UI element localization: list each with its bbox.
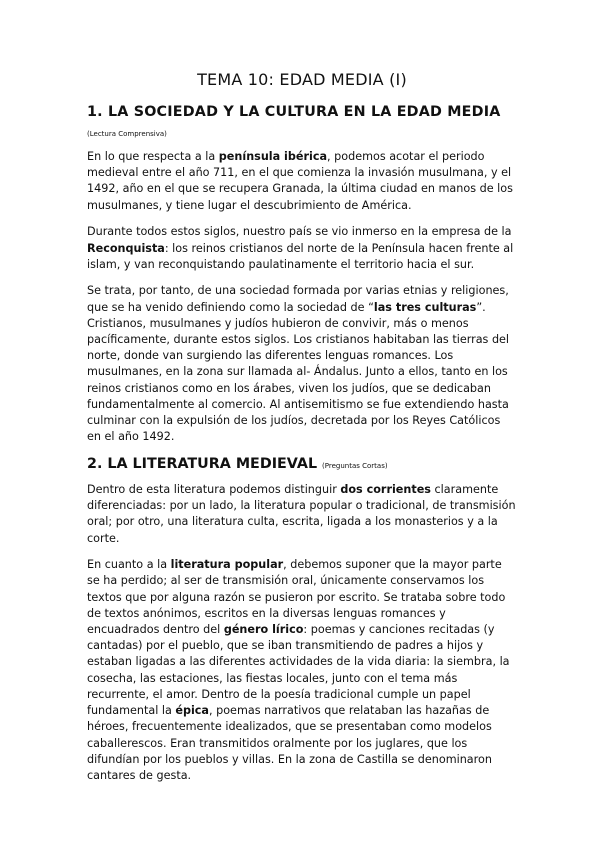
text-run: ”. Cristianos, musulmanes y judíos hubieron de convivir, más o menos pacíficamente, durante estos siglos. Los cristianos habitaban las tierras del norte, donde van surgiendo las diferentes lenguas romances. Los musulmanes, en la zona sur llamada al- Ándalus. Junto a ellos, tanto en los reinos cristianos como en los árabes, viven los judíos, que se dedicaban fundamentalmente al comercio. Al antisemitismo se fue extendiendo hasta culminar con la expulsión de los judíos, decretada por los Reyes Católicos en el año 1492. <box>87 300 510 444</box>
section-2-heading-text: 2. LA LITERATURA MEDIEVAL <box>87 455 318 472</box>
section-1-heading: 1. LA SOCIEDAD Y LA CULTURA EN LA EDAD MEDIA <box>87 104 501 120</box>
bold-term: literatura popular <box>170 558 284 572</box>
bold-term: península ibérica <box>218 150 328 163</box>
section-1-paragraph-2 <box>87 224 517 273</box>
text-run: Dentro de esta literatura podemos distinguir <box>87 482 341 496</box>
document-page <box>87 70 517 795</box>
text-run: En lo que respecta a la <box>87 150 219 163</box>
text-run: claramente diferenciadas: por un lado, la literatura popular o tradicional, de transmisión oral; por otro, una literatura culta, escrita, ligada a los monasterios y a la corte. <box>87 482 516 545</box>
text-run: Durante todos estos siglos, nuestro país se vio inmerso en la empresa de la <box>87 225 512 239</box>
text-run: , poemas narrativos que relataban las hazañas de héroes, frecuentemente idealizados, que se presentaban como modelos caballerescos. Eran transmitidos oralmente por los juglares, que los difundían por los pueblos y villas. En la zona de Castilla se denominaron cantares de gesta. <box>87 704 492 782</box>
text-run: : los reinos cristianos del norte de la Península hacen frente al islam, y van reconquistando paulatinamente el territorio hacia el sur. <box>87 241 514 271</box>
section-1-paragraph-1 <box>87 149 517 214</box>
text-run: : poemas y canciones recitadas (y cantadas) por el pueblo, que se iban transmitiendo de padres a hijos y estaban ligadas a las diferentes actividades de la vida diaria: la siembra, la cosecha, las estaciones, las fiestas locales, junto con el tema más recurrente, el amor. Dentro de la poesía tradicional cumple un papel fundamental la <box>87 623 510 718</box>
section-1-note: (Lectura Comprensiva) <box>87 130 167 138</box>
bold-term: épica <box>175 704 209 718</box>
bold-term: dos corrientes <box>340 482 431 496</box>
document-title: TEMA 10: EDAD MEDIA (I) <box>197 70 407 89</box>
bold-term: las tres culturas <box>373 300 477 314</box>
bold-term: Reconquista <box>87 241 165 255</box>
text-run: , podemos acotar el periodo medieval entre el año 711, en el que comienza la invasión musulmana, y el 1492, año en el que se recupera Granada, la última ciudad en manos de los musulmanes, y tiene lugar el descubrimiento de América. <box>87 150 513 212</box>
section-2-paragraph-1 <box>87 482 517 547</box>
section-2-note: (Preguntas Cortas) <box>322 461 388 470</box>
text-run: Se trata, por tanto, de una sociedad formada por varias etnias y religiones, que se ha venido definiendo como la sociedad de “ <box>87 284 509 314</box>
section-1-paragraph-3 <box>87 283 517 445</box>
text-run: , debemos suponer que la mayor parte se ha perdido; al ser de transmisión oral, únicamente conservamos los textos que por alguna razón se pusieron por escrito. Se trataba sobre todo de textos anónimos, escritos en la diversas lenguas romances y encuadrados dentro del <box>87 558 506 637</box>
section-2-heading <box>87 456 517 472</box>
bold-term: género lírico <box>223 623 304 637</box>
text-run: En cuanto a la <box>87 558 171 572</box>
section-2-paragraph-2 <box>87 557 517 784</box>
